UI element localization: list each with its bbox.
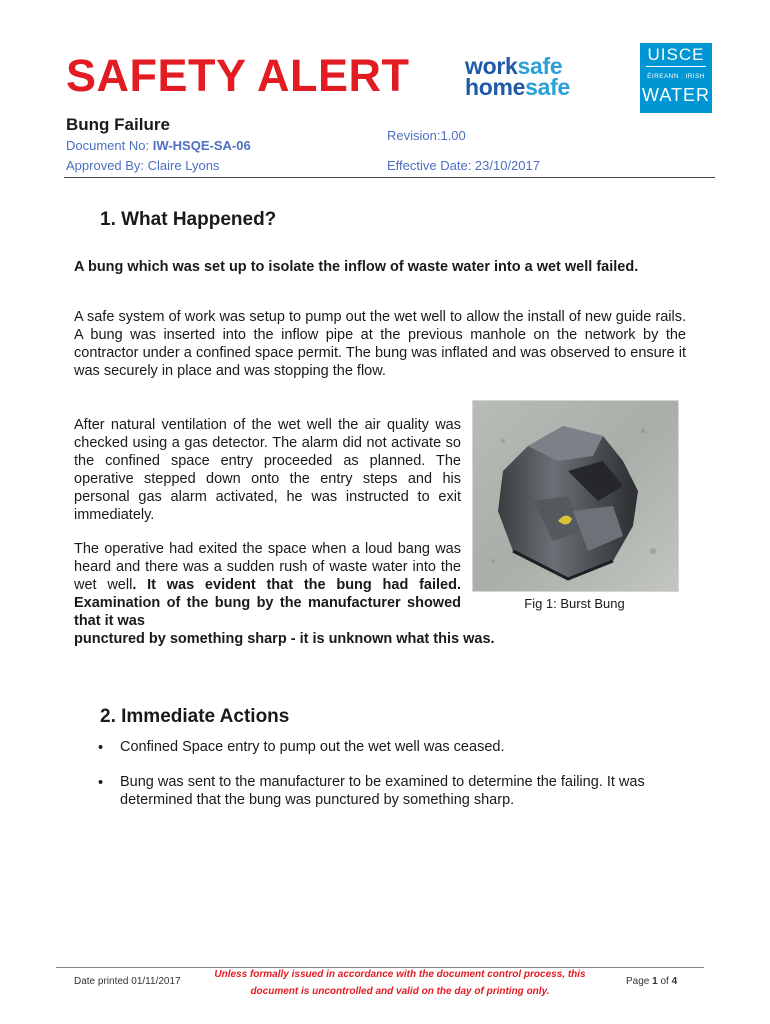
worksafe-homesafe-logo [465,53,597,100]
date-printed: Date printed 01/11/2017 [74,976,181,987]
figure-caption: Fig 1: Burst Bung [524,596,625,611]
document-control-disclaimer [200,966,600,1000]
disclaimer-line: document is uncontrolled and valid on the day of printing only. [250,986,550,997]
document-number-label: Document No: [66,138,150,153]
effective-date: Effective Date: 23/10/2017 [387,158,540,173]
list-item [96,738,696,756]
burst-bung-photo [472,400,679,592]
page-total: 4 [671,976,678,987]
document-number-value: IW-HSQE-SA-06 [152,138,251,153]
failure-text-emphasis: . It was evident that the bung had failed. Examination of the bung by the manufacturer showed that it was [74,577,461,629]
document-number [66,138,251,153]
safety-alert-title: SAFETY ALERT [66,50,410,101]
paragraph-failure [74,540,461,630]
immediate-actions-list [96,738,696,826]
uisce-eireann-logo [640,43,712,113]
logo-text: WATER [642,85,710,105]
list-item [96,773,696,809]
page-number [626,976,677,987]
paragraph-ventilation: After natural ventilation of the wet well the air quality was checked using a gas detector. The alarm did not activate so the confined space entry proceeded as planned. The operative stepped down onto the entry steps and his personal gas alarm activated, he was instructed to exit immediately. [74,417,461,523]
document-title: Bung Failure [66,115,170,134]
page-current: 1 [652,976,658,987]
list-item-text: Bung was sent to the manufacturer to be examined to determine the failing. It was determined that the bung was punctured by something sharp. [120,774,645,808]
lead-statement: A bung which was set up to isolate the inflow of waste water into a wet well failed. [74,259,639,275]
section-heading-what-happened: 1. What Happened? [100,209,277,230]
logo-text: UISCE [647,45,705,64]
failure-text: The operative had exited the space when a loud bang was heard and there was a sudden rush of waste water into the wet well [74,541,461,593]
bullet-icon: • [98,740,104,756]
page-of: of [660,976,669,987]
paragraph-failure-end: punctured by something sharp - it is unknown what this was. [74,631,495,647]
disclaimer-line: Unless formally issued in accordance with the document control process, this [214,969,586,980]
logo-divider [646,66,706,67]
header-divider [64,177,715,178]
paragraph-safe-system: A safe system of work was setup to pump out the wet well to allow the install of new guide rails. A bung was inserted into the inflow pipe at the previous manhole on the network by the contractor under a confined space permit. The bung was inflated and was observed to ensure it was securely in place and was stopping the flow. [74,309,686,379]
logo-text: work [465,53,518,79]
logo-text: safe [525,74,570,100]
logo-text: home [465,74,526,100]
revision: Revision:1.00 [387,128,466,143]
list-item-text: Confined Space entry to pump out the wet well was ceased. [120,739,505,755]
burst-bung-image [473,401,678,591]
section-heading-immediate-actions: 2. Immediate Actions [100,706,290,727]
page-label: Page [626,976,650,987]
bullet-icon: • [98,775,104,791]
approved-by: Approved By: Claire Lyons [66,158,220,173]
logo-text: ÉIREANN : IRISH [647,73,705,80]
logo-text: safe [517,53,563,79]
